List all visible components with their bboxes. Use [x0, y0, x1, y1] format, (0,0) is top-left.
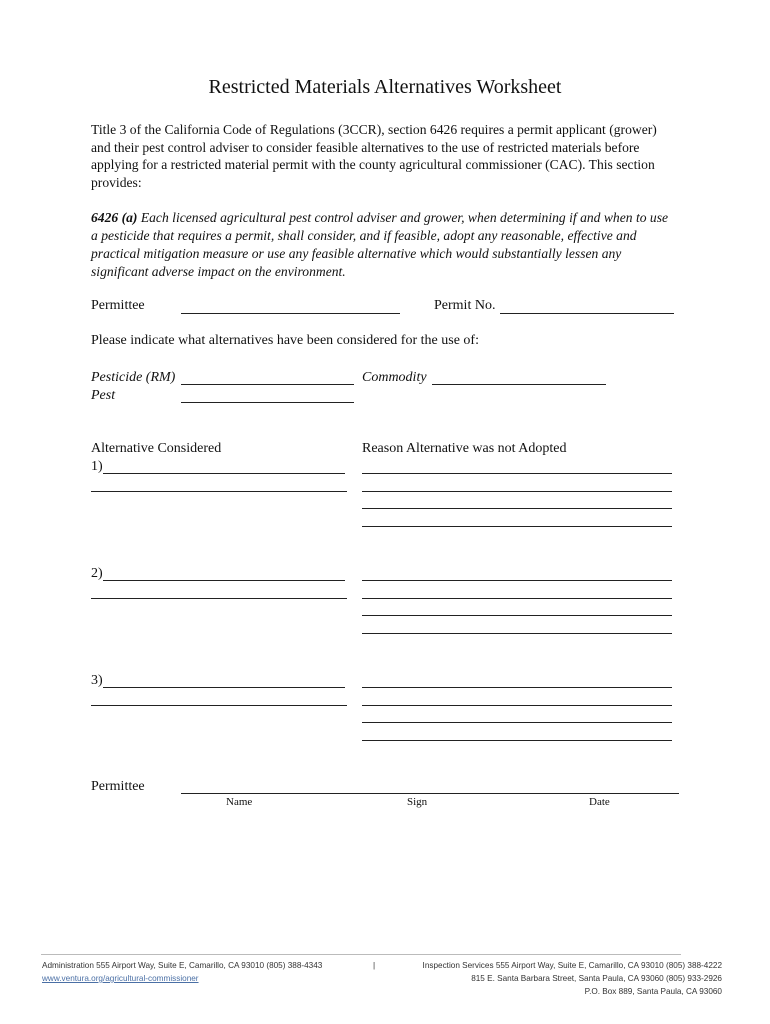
footer-divider — [41, 954, 681, 955]
signature-date-caption: Date — [589, 796, 610, 808]
footer-website-link[interactable]: www.ventura.org/agricultural-commissioner — [42, 974, 199, 983]
pest-field[interactable] — [181, 402, 354, 403]
footer-separator: | — [373, 961, 376, 970]
regulation-quote — [91, 209, 671, 281]
footer-admin-address: Administration 555 Airport Way, Suite E, Camarillo, CA 93010 (805) 388-4343 — [42, 961, 323, 970]
regulation-text: Each licensed agricultural pest control adviser and grower, when determining if and when to use a pesticide that requires a permit, shall consider, and if feasible, adopt any reasonable, effective and practical mitigation measure or use any feasible alternative which would substantially lessen any significant adverse impact on the environment. — [91, 210, 669, 279]
reason-1-field[interactable] — [362, 473, 672, 474]
alternative-2-field[interactable] — [103, 580, 345, 581]
commodity-field[interactable] — [432, 384, 606, 385]
item-number-3: 3) — [91, 673, 103, 688]
signature-name-caption: Name — [226, 796, 253, 808]
permittee-label: Permittee — [91, 298, 145, 313]
footer-inspection-address: Inspection Services 555 Airport Way, Suite E, Camarillo, CA 93010 (805) 388-4222 — [422, 961, 722, 970]
permit-no-label: Permit No. — [434, 298, 496, 313]
reason-3-field-line3[interactable] — [362, 722, 672, 723]
alternative-1-field[interactable] — [103, 473, 345, 474]
instruction-text: Please indicate what alternatives have been considered for the use of: — [91, 333, 479, 348]
footer-po-box: P.O. Box 889, Santa Paula, CA 93060 — [584, 987, 722, 996]
reason-3-field[interactable] — [362, 687, 672, 688]
item-number-2: 2) — [91, 566, 103, 581]
alternative-3-field-line2[interactable] — [91, 705, 347, 706]
reason-1-field-line3[interactable] — [362, 508, 672, 509]
footer-santa-paula-address: 815 E. Santa Barbara Street, Santa Paula, CA 93060 (805) 933-2926 — [471, 974, 722, 983]
alternative-column-header: Alternative Considered — [91, 441, 222, 456]
reason-column-header: Reason Alternative was not Adopted — [362, 441, 567, 456]
alternative-1-field-line2[interactable] — [91, 491, 347, 492]
commodity-label: Commodity — [362, 370, 427, 385]
pest-label: Pest — [91, 388, 116, 403]
reason-3-field-line4[interactable] — [362, 740, 672, 741]
pesticide-label: Pesticide (RM) — [91, 370, 176, 385]
regulation-code: 6426 (a) — [91, 210, 138, 225]
reason-1-field-line4[interactable] — [362, 526, 672, 527]
signature-field[interactable] — [181, 793, 679, 794]
item-number-1: 1) — [91, 459, 103, 474]
page-title: Restricted Materials Alternatives Worksheet — [208, 76, 562, 98]
signature-sign-caption: Sign — [407, 796, 428, 808]
permit-no-field[interactable] — [500, 313, 674, 314]
reason-2-field[interactable] — [362, 580, 672, 581]
alternative-3-field[interactable] — [103, 687, 345, 688]
alternative-2-field-line2[interactable] — [91, 598, 347, 599]
reason-2-field-line3[interactable] — [362, 615, 672, 616]
reason-1-field-line2[interactable] — [362, 491, 672, 492]
reason-2-field-line4[interactable] — [362, 633, 672, 634]
permittee-field[interactable] — [181, 313, 400, 314]
signature-permittee-label: Permittee — [91, 779, 145, 794]
reason-2-field-line2[interactable] — [362, 598, 672, 599]
intro-paragraph: Title 3 of the California Code of Regulations (3CCR), section 6426 requires a permit applicant (grower) and their pest control adviser to consider feasible alternatives to the use of restricted materials before applying for a restricted material permit with the county agricultural commissioner (CAC). This section provides: — [91, 122, 657, 190]
reason-3-field-line2[interactable] — [362, 705, 672, 706]
pesticide-field[interactable] — [181, 384, 354, 385]
